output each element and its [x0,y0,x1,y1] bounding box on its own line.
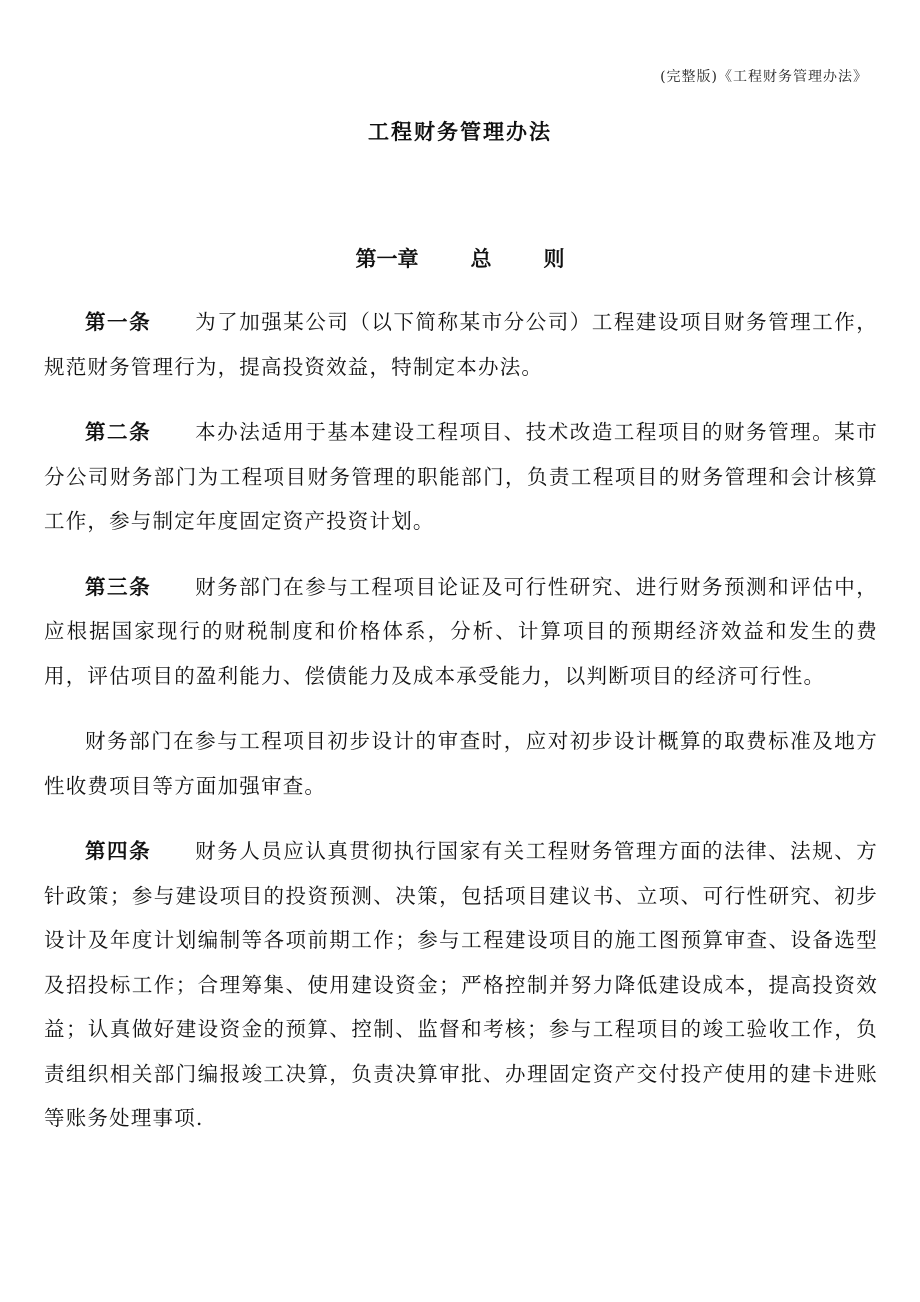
article-3-label: 第三条 [85,574,152,599]
article-4-text: 财务人员应认真贯彻执行国家有关工程财务管理方面的法律、法规、方针政策；参与建设项目的投资预测、决策，包括项目建议书、立项、可行性研究、初步设计及年度计划编制等各项前期工作；参与工程建设项目的施工图预算审查、设备选型及招投标工作；合理筹集、使用建设资金；严格控制并努力降低建设成本，提高投资效益；认真做好建设资金的预算、控制、监督和考核；参与工程项目的竣工验收工作，负责组织相关部门编报竣工决算，负责决算审批、办理固定资产交付投产使用的建卡进账等账务处理事项. [44,839,878,1130]
chapter-number: 第一章 [355,246,419,271]
article-3-text: 财务部门在参与工程项目论证及可行性研究、进行财务预测和评估中，应根据国家现行的财税制度和价格体系，分析、计算项目的预期经济效益和发生的费用，评估项目的盈利能力、偿债能力及成本承受能力，以判断项目的经济可行性。 [44,574,878,688]
article-2 [44,410,878,544]
article-4-label: 第四条 [85,839,152,863]
article-3-continuation [44,719,878,808]
chapter-name-part1: 总 [470,246,492,271]
article-4 [44,829,878,1141]
article-1-text: 为了加强某公司（以下简称某市分公司）工程建设项目财务管理工作，规范财务管理行为，提高投资效益，特制定本办法。 [44,310,878,379]
article-3 [44,565,878,699]
article-2-label: 第二条 [85,420,152,444]
article-1 [44,300,878,389]
chapter-heading [0,243,920,273]
document-title: 工程财务管理办法 [368,119,552,144]
running-header: (完整版)《工程财务管理办法》 [660,69,868,85]
document-body [44,300,878,1162]
article-3-continuation-text: 财务部门在参与工程项目初步设计的审查时，应对初步设计概算的取费标准及地方性收费项目等方面加强审查。 [44,729,878,798]
chapter-name-part2: 则 [543,246,565,271]
article-1-label: 第一条 [85,310,152,334]
article-2-text: 本办法适用于基本建设工程项目、技术改造工程项目的财务管理。某市分公司财务部门为工程项目财务管理的职能部门，负责工程项目的财务管理和会计核算工作，参与制定年度固定资产投资计划。 [44,420,878,533]
